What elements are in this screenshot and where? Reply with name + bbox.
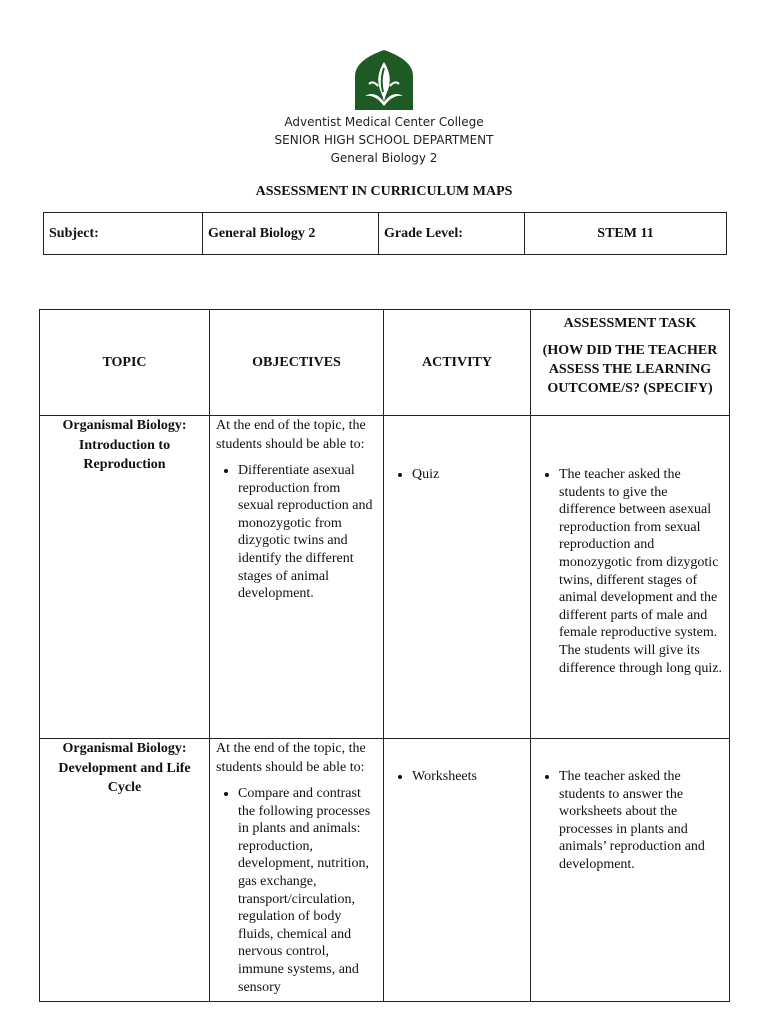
assessment-item: • The teacher asked the students to give the difference between asexual reproduction from sexual reproduction and monozygotic from dizygotic twins, different stages of animal development and the different parts of male and female reproductive system. The students will give its difference through long quiz. <box>559 466 723 677</box>
objectives-cell <box>210 739 384 1002</box>
header-objectives: OBJECTIVES <box>210 310 384 416</box>
grade-level-value: STEM 11 <box>525 213 727 255</box>
grade-level-label: Grade Level: <box>379 213 525 255</box>
department-name: SENIOR HIGH SCHOOL DEPARTMENT <box>274 133 494 147</box>
college-name: Adventist Medical Center College <box>284 115 484 129</box>
table-row <box>40 739 730 1002</box>
topic-cell: Organismal Biology: Development and Life Cycle <box>40 739 210 1002</box>
curriculum-map-table <box>39 309 730 1002</box>
objective-intro: At the end of the topic, the students should be able to: <box>216 418 366 452</box>
subject-label: Subject: <box>44 213 203 255</box>
header-assessment-title: ASSESSMENT TASK <box>563 316 697 331</box>
header-assessment <box>531 310 730 416</box>
subject-value: General Biology 2 <box>203 213 379 255</box>
assessment-cell <box>531 739 730 1002</box>
college-logo-icon <box>353 50 415 110</box>
subject-info-table <box>43 212 727 255</box>
activity-cell <box>384 416 531 739</box>
activity-cell <box>384 739 531 1002</box>
course-name: General Biology 2 <box>330 151 438 165</box>
header-assessment-subtitle: (HOW DID THE TEACHER ASSESS THE LEARNING OUTCOME/S? (SPECIFY) <box>542 343 718 396</box>
objective-item: • Compare and contrast the following processes in plants and animals: reproduction, development, nutrition, gas exchange, transport/circulation, regulation of body fluids, chemical and nervous control, immune systems, and sensory <box>238 785 377 996</box>
college-header <box>0 113 768 167</box>
assessment-item: • The teacher asked the students to answer the worksheets about the processes in plants and animals’ reproduction and development. <box>559 768 723 874</box>
table-header-row <box>40 310 730 416</box>
objectives-cell <box>210 416 384 739</box>
activity-item: • Quiz <box>412 466 524 484</box>
assessment-cell <box>531 416 730 739</box>
header-activity: ACTIVITY <box>384 310 531 416</box>
header-topic: TOPIC <box>40 310 210 416</box>
topic-cell: Organismal Biology: Introduction to Reproduction <box>40 416 210 739</box>
objective-item: • Differentiate asexual reproduction from sexual reproduction and monozygotic from dizygotic twins and identify the different stages of animal development. <box>238 462 377 603</box>
objective-intro: At the end of the topic, the students should be able to: <box>216 741 366 775</box>
activity-item: • Worksheets <box>412 768 524 786</box>
table-row <box>40 416 730 739</box>
document-title: ASSESSMENT IN CURRICULUM MAPS <box>255 184 513 199</box>
